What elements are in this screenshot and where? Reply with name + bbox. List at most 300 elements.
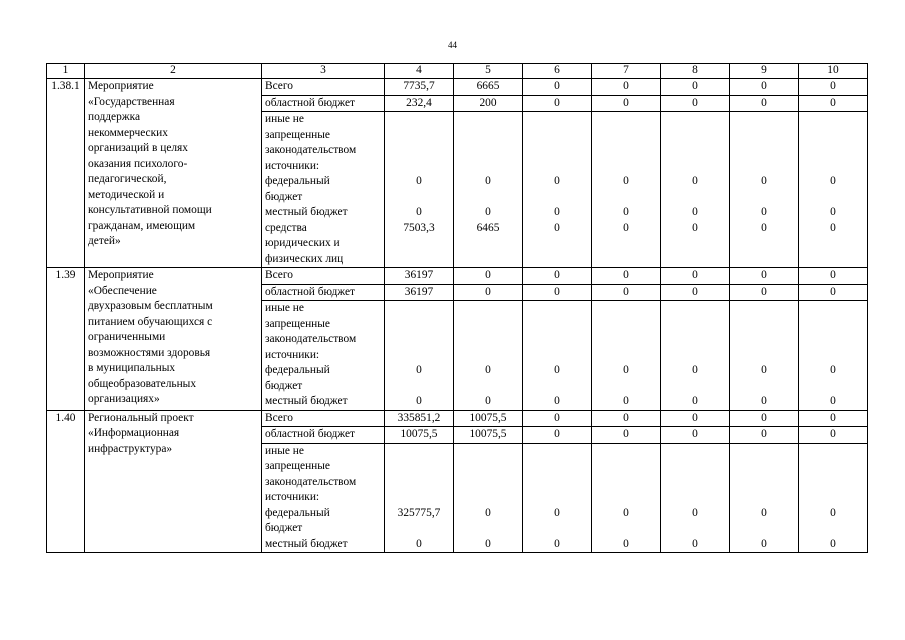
value-line: 0 xyxy=(623,506,629,519)
value-line xyxy=(733,190,795,206)
value-line xyxy=(388,444,450,460)
value-line xyxy=(457,252,519,268)
value-line xyxy=(802,521,864,537)
value-line xyxy=(526,128,588,144)
value-cell: 0 xyxy=(661,410,730,427)
value-line xyxy=(457,317,519,333)
value-cell xyxy=(730,301,799,411)
value-line: 6465 xyxy=(476,221,500,234)
value-line xyxy=(388,521,450,537)
source-label-line: бюджет xyxy=(265,379,303,392)
value-line: 0 xyxy=(761,206,767,218)
value-cell xyxy=(454,443,523,553)
value-line xyxy=(457,159,519,175)
value-cell: 0 xyxy=(523,268,592,285)
funding-source-label: областной бюджет xyxy=(262,95,385,112)
value-line xyxy=(733,112,795,128)
value-line xyxy=(388,159,450,175)
value-line xyxy=(595,332,657,348)
value-line xyxy=(388,143,450,159)
other-sources-label xyxy=(262,112,385,268)
funding-source-label: областной бюджет xyxy=(262,284,385,301)
value-line: 0 xyxy=(416,364,422,376)
value-cell xyxy=(385,112,454,268)
value-line xyxy=(664,379,726,395)
value-line xyxy=(457,143,519,159)
item-name-line: педагогической, xyxy=(88,173,167,185)
item-name-line: «Государственная xyxy=(88,95,175,108)
value-line: 0 xyxy=(554,395,560,407)
value-cell: 0 xyxy=(661,79,730,96)
value-line xyxy=(802,143,864,159)
value-line xyxy=(457,475,519,491)
value-line xyxy=(802,190,864,206)
value-line xyxy=(526,317,588,333)
source-label-line: источники: xyxy=(265,348,320,361)
value-cell xyxy=(523,301,592,411)
value-line xyxy=(457,348,519,364)
value-line xyxy=(664,252,726,268)
value-line xyxy=(733,348,795,364)
source-label-line: запрещенные xyxy=(265,128,330,141)
value-line xyxy=(733,128,795,144)
value-line xyxy=(802,348,864,364)
value-cell: 232,4 xyxy=(385,95,454,112)
value-line xyxy=(802,459,864,475)
source-label-line: юридических и xyxy=(265,237,340,249)
value-line xyxy=(526,332,588,348)
value-line xyxy=(595,475,657,491)
value-cell: 0 xyxy=(454,284,523,301)
value-line xyxy=(595,190,657,206)
header-row xyxy=(47,64,868,79)
item-name-line: гражданам, имеющим xyxy=(88,219,196,232)
value-line xyxy=(388,490,450,506)
value-line xyxy=(526,252,588,268)
value-line xyxy=(664,112,726,128)
value-line xyxy=(802,112,864,128)
value-line: 0 xyxy=(623,175,629,187)
value-line xyxy=(802,236,864,252)
value-line: 0 xyxy=(761,506,767,519)
value-line xyxy=(733,143,795,159)
value-cell: 0 xyxy=(661,427,730,444)
value-line: 0 xyxy=(554,221,560,234)
value-line xyxy=(526,459,588,475)
header-cell: 7 xyxy=(592,64,661,79)
source-label-line: запрещенные xyxy=(265,460,330,472)
header-cell: 9 xyxy=(730,64,799,79)
value-line xyxy=(595,317,657,333)
value-line: 0 xyxy=(692,175,698,187)
value-line xyxy=(595,252,657,268)
item-name-line: Мероприятие xyxy=(88,269,154,281)
value-line xyxy=(733,236,795,252)
value-line xyxy=(526,159,588,175)
value-cell xyxy=(523,443,592,553)
value-line xyxy=(388,236,450,252)
value-line: 0 xyxy=(830,395,836,407)
value-cell: 0 xyxy=(730,79,799,96)
value-line xyxy=(733,521,795,537)
item-name-line: Мероприятие xyxy=(88,80,154,92)
value-cell: 0 xyxy=(799,427,868,444)
source-label-line: местный бюджет xyxy=(265,206,348,218)
value-line xyxy=(526,112,588,128)
item-name-line: общеобразовательных xyxy=(88,377,197,390)
item-number: 1.40 xyxy=(47,410,85,553)
value-line xyxy=(526,143,588,159)
item-name-line: ограниченными xyxy=(88,331,166,343)
value-line xyxy=(526,521,588,537)
value-cell: 36197 xyxy=(385,284,454,301)
value-cell: 0 xyxy=(523,410,592,427)
value-cell xyxy=(592,112,661,268)
source-label-line: иные не xyxy=(265,302,304,314)
value-cell xyxy=(661,112,730,268)
value-cell: 6665 xyxy=(454,79,523,96)
item-name-line: Региональный проект xyxy=(88,411,194,424)
value-line: 0 xyxy=(830,175,836,187)
value-line xyxy=(388,301,450,317)
value-line xyxy=(664,301,726,317)
value-line: 0 xyxy=(623,206,629,218)
item-name-line: поддержка xyxy=(88,111,141,123)
value-cell: 0 xyxy=(523,79,592,96)
header-cell: 1 xyxy=(47,64,85,79)
value-line xyxy=(802,332,864,348)
item-number: 1.39 xyxy=(47,268,85,411)
value-line xyxy=(802,301,864,317)
value-line xyxy=(595,444,657,460)
other-sources-label xyxy=(262,301,385,411)
value-cell: 0 xyxy=(592,268,661,285)
source-label-line: законодательством xyxy=(265,144,357,156)
value-line: 0 xyxy=(830,537,836,550)
value-line xyxy=(526,348,588,364)
source-label-line: бюджет xyxy=(265,522,303,534)
value-line xyxy=(733,159,795,175)
value-line xyxy=(457,444,519,460)
source-label-line: физических лиц xyxy=(265,252,344,265)
source-label-line: местный бюджет xyxy=(265,537,348,550)
value-cell: 0 xyxy=(592,284,661,301)
value-line xyxy=(595,490,657,506)
item-name-line: методической и xyxy=(88,188,165,201)
value-line: 0 xyxy=(485,537,491,550)
value-line: 0 xyxy=(623,537,629,550)
value-line xyxy=(733,459,795,475)
value-line xyxy=(595,459,657,475)
table-row xyxy=(47,410,868,427)
value-line: 0 xyxy=(830,206,836,218)
value-line: 0 xyxy=(554,537,560,550)
header-cell: 10 xyxy=(799,64,868,79)
value-line xyxy=(457,459,519,475)
value-cell: 0 xyxy=(592,79,661,96)
value-cell: 0 xyxy=(523,95,592,112)
value-line xyxy=(802,128,864,144)
value-line xyxy=(526,301,588,317)
value-line: 0 xyxy=(623,395,629,407)
value-line xyxy=(457,490,519,506)
value-line: 0 xyxy=(485,506,491,519)
table-body xyxy=(47,79,868,553)
item-name-line: оказания психолого- xyxy=(88,157,188,170)
value-line xyxy=(388,459,450,475)
value-line: 0 xyxy=(830,221,836,234)
value-line xyxy=(733,475,795,491)
source-label-line: местный бюджет xyxy=(265,395,348,407)
value-line: 0 xyxy=(761,221,767,234)
value-line xyxy=(388,379,450,395)
value-cell xyxy=(385,443,454,553)
value-line: 0 xyxy=(416,537,422,550)
value-line xyxy=(595,379,657,395)
item-name-line: питанием обучающихся с xyxy=(88,315,213,328)
value-cell: 0 xyxy=(523,284,592,301)
value-line xyxy=(457,301,519,317)
value-line xyxy=(664,459,726,475)
value-line: 0 xyxy=(416,206,422,218)
value-cell xyxy=(799,443,868,553)
source-label-line: федеральный xyxy=(265,506,330,519)
source-label-line: законодательством xyxy=(265,333,357,345)
value-line: 0 xyxy=(485,395,491,407)
value-line xyxy=(595,128,657,144)
value-line xyxy=(664,521,726,537)
value-line: 0 xyxy=(692,221,698,234)
value-line xyxy=(733,301,795,317)
value-line: 0 xyxy=(554,364,560,376)
funding-source-label: Всего xyxy=(262,410,385,427)
header-cell: 3 xyxy=(262,64,385,79)
value-cell xyxy=(730,443,799,553)
header-cell: 6 xyxy=(523,64,592,79)
value-line: 0 xyxy=(554,175,560,187)
value-cell: 0 xyxy=(661,268,730,285)
value-line: 0 xyxy=(485,175,491,187)
item-name-line: консультативной помощи xyxy=(88,204,212,216)
value-line xyxy=(595,348,657,364)
value-line xyxy=(526,236,588,252)
value-line: 0 xyxy=(623,221,629,234)
value-cell: 0 xyxy=(730,284,799,301)
value-line: 0 xyxy=(761,364,767,376)
value-line xyxy=(526,444,588,460)
item-name xyxy=(85,410,262,553)
item-name-line: «Обеспечение xyxy=(88,284,157,297)
value-line xyxy=(457,190,519,206)
item-name-line: в муниципальных xyxy=(88,362,176,374)
value-line xyxy=(388,317,450,333)
value-cell: 0 xyxy=(523,427,592,444)
funding-source-label: областной бюджет xyxy=(262,427,385,444)
value-line xyxy=(457,379,519,395)
value-line xyxy=(457,128,519,144)
value-line xyxy=(664,236,726,252)
value-cell: 10075,5 xyxy=(385,427,454,444)
value-cell xyxy=(799,301,868,411)
value-cell: 10075,5 xyxy=(454,427,523,444)
value-line xyxy=(802,317,864,333)
value-line xyxy=(388,190,450,206)
value-cell: 200 xyxy=(454,95,523,112)
item-name-line: двухразовым бесплатным xyxy=(88,300,213,312)
header-cell: 2 xyxy=(85,64,262,79)
source-label-line: иные не xyxy=(265,113,304,125)
item-name-line: организациях» xyxy=(88,393,160,405)
value-line xyxy=(664,348,726,364)
value-cell: 0 xyxy=(730,268,799,285)
value-line xyxy=(802,444,864,460)
value-line: 0 xyxy=(485,364,491,376)
value-line: 0 xyxy=(554,206,560,218)
source-label-line: источники: xyxy=(265,159,320,172)
source-label-line: источники: xyxy=(265,491,320,503)
value-cell xyxy=(661,301,730,411)
value-line xyxy=(388,128,450,144)
value-cell: 0 xyxy=(454,268,523,285)
value-line xyxy=(664,332,726,348)
value-line xyxy=(457,236,519,252)
value-line xyxy=(595,521,657,537)
value-cell: 0 xyxy=(799,95,868,112)
item-name-line: инфраструктура» xyxy=(88,442,173,455)
value-line xyxy=(802,379,864,395)
value-line xyxy=(733,444,795,460)
value-line xyxy=(664,317,726,333)
item-number: 1.38.1 xyxy=(47,79,85,268)
item-name-line: некоммерческих xyxy=(88,126,168,139)
header-cell: 5 xyxy=(454,64,523,79)
value-cell: 0 xyxy=(661,95,730,112)
value-cell: 0 xyxy=(592,410,661,427)
value-line: 0 xyxy=(830,364,836,376)
value-line xyxy=(595,112,657,128)
value-line xyxy=(802,490,864,506)
value-cell: 335851,2 xyxy=(385,410,454,427)
value-line xyxy=(664,490,726,506)
value-line xyxy=(526,190,588,206)
value-cell xyxy=(523,112,592,268)
value-line xyxy=(664,143,726,159)
table-row xyxy=(47,79,868,96)
value-cell: 0 xyxy=(730,427,799,444)
value-line xyxy=(664,444,726,460)
value-line xyxy=(388,332,450,348)
value-cell: 0 xyxy=(799,268,868,285)
value-line xyxy=(388,252,450,268)
funding-source-label: Всего xyxy=(262,268,385,285)
value-cell: 0 xyxy=(799,284,868,301)
value-line xyxy=(388,348,450,364)
header-cell: 8 xyxy=(661,64,730,79)
value-line xyxy=(802,252,864,268)
value-cell xyxy=(592,301,661,411)
item-name-line: возможностями здоровья xyxy=(88,346,211,359)
value-line: 325775,7 xyxy=(397,506,441,519)
value-line xyxy=(526,379,588,395)
value-line xyxy=(595,236,657,252)
value-line xyxy=(733,379,795,395)
value-cell xyxy=(730,112,799,268)
source-label-line: иные не xyxy=(265,444,304,457)
value-cell xyxy=(454,301,523,411)
value-line xyxy=(733,332,795,348)
source-label-line: бюджет xyxy=(265,190,303,203)
value-line xyxy=(802,475,864,491)
value-cell: 0 xyxy=(730,95,799,112)
other-sources-label xyxy=(262,443,385,553)
value-cell: 0 xyxy=(592,95,661,112)
value-cell: 36197 xyxy=(385,268,454,285)
funding-source-label: Всего xyxy=(262,79,385,96)
value-line: 0 xyxy=(485,206,491,218)
value-cell: 10075,5 xyxy=(454,410,523,427)
source-label-line: средства xyxy=(265,221,307,234)
value-line: 0 xyxy=(416,395,422,407)
value-cell xyxy=(661,443,730,553)
value-line xyxy=(802,159,864,175)
value-line xyxy=(457,332,519,348)
source-label-line: законодательством xyxy=(265,475,357,488)
value-cell xyxy=(454,112,523,268)
value-line xyxy=(457,521,519,537)
item-name-line: «Информационная xyxy=(88,427,180,439)
value-line xyxy=(733,490,795,506)
item-name-line: детей» xyxy=(88,235,121,247)
value-line: 0 xyxy=(761,175,767,187)
item-name xyxy=(85,79,262,268)
value-line xyxy=(595,143,657,159)
value-line xyxy=(664,190,726,206)
value-line: 0 xyxy=(554,506,560,519)
value-cell: 0 xyxy=(661,284,730,301)
table-row xyxy=(47,268,868,285)
value-line: 0 xyxy=(761,395,767,407)
value-line: 0 xyxy=(692,395,698,407)
value-line xyxy=(664,128,726,144)
value-line xyxy=(388,475,450,491)
value-line xyxy=(733,252,795,268)
source-label-line: запрещенные xyxy=(265,317,330,330)
source-label-line: федеральный xyxy=(265,175,330,187)
value-cell: 0 xyxy=(799,79,868,96)
value-cell: 0 xyxy=(799,410,868,427)
value-cell xyxy=(385,301,454,411)
value-line: 0 xyxy=(761,537,767,550)
value-line: 0 xyxy=(692,206,698,218)
value-cell xyxy=(592,443,661,553)
budget-table xyxy=(46,63,868,553)
value-line xyxy=(664,159,726,175)
value-line xyxy=(457,112,519,128)
value-line xyxy=(595,159,657,175)
value-line xyxy=(595,301,657,317)
value-line: 0 xyxy=(692,364,698,376)
value-line: 0 xyxy=(416,175,422,187)
value-line: 0 xyxy=(692,537,698,550)
value-line xyxy=(664,475,726,491)
value-line xyxy=(526,475,588,491)
value-cell: 0 xyxy=(592,427,661,444)
value-cell: 0 xyxy=(730,410,799,427)
value-line xyxy=(388,112,450,128)
header-cell: 4 xyxy=(385,64,454,79)
value-line: 0 xyxy=(830,506,836,519)
source-label-line: федеральный xyxy=(265,364,330,376)
